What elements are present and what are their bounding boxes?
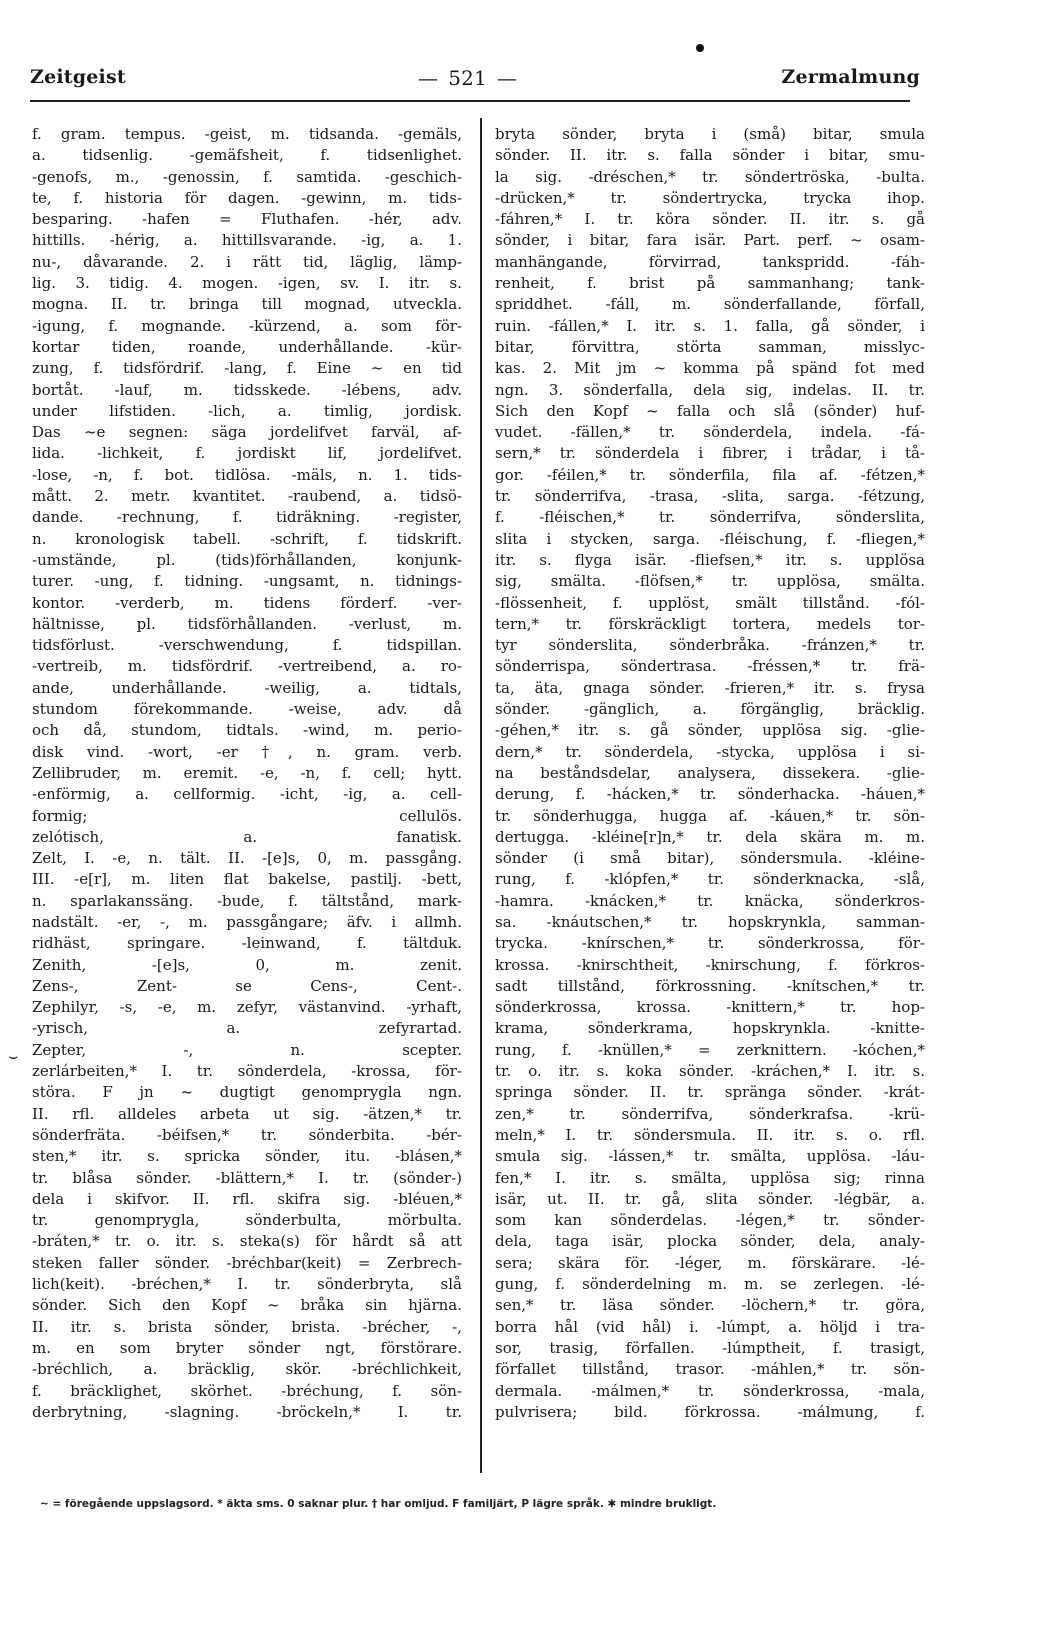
- text-line: sönder. Sich den Kopf ~ bråka sin hjärna.: [32, 1296, 462, 1315]
- text-line: hittills. -hérig, a. hittillsvarande. -ig, a. 1.: [32, 231, 462, 250]
- text-line: formig; cellulös.: [32, 806, 462, 825]
- text-line: derung, f. -hácken,* tr. sönderhacka. -háuen,*: [495, 785, 925, 804]
- text-line: tr. sönderhugga, hugga af. -káuen,* tr. sön-: [495, 806, 925, 825]
- text-line: vudet. -fällen,* tr. sönderdela, indela. -fá-: [495, 423, 925, 442]
- text-line: zung, f. tidsfördrif. -lang, f. Eine ~ en tid: [32, 359, 462, 378]
- text-line: krossa. -knirschtheit, -knirschung, f. förkros-: [495, 955, 925, 974]
- text-line: -géhen,* itr. s. gå sönder, upplösa sig. -glie-: [495, 721, 925, 740]
- text-line: sen,* tr. läsa sönder. -löchern,* tr. göra,: [495, 1296, 925, 1315]
- text-line: -igung, f. mognande. -kürzend, a. som för-: [32, 316, 462, 335]
- text-line: isär, ut. II. tr. gå, slita sönder. -légbär, a.: [495, 1189, 925, 1208]
- text-line: itr. s. flyga isär. -fliefsen,* itr. s. upplösa: [495, 550, 925, 569]
- text-line: sten,* itr. s. spricka sönder, itu. -blásen,*: [32, 1147, 462, 1166]
- text-line: bryta sönder, bryta i (små) bitar, smula: [495, 125, 925, 143]
- text-line: -fáhren,* I. tr. köra sönder. II. itr. s. gå: [495, 210, 925, 229]
- text-line: dela i skifvor. II. rfl. skifra sig. -bléuen,*: [32, 1189, 462, 1208]
- text-line: Zens-, Zent- se Cens-, Cent-.: [32, 976, 462, 995]
- text-line: sönder. II. itr. s. falla sönder i bitar, smu-: [495, 146, 925, 165]
- text-line: Das ~e segnen: säga jordelifvet farväl, af-: [32, 423, 462, 442]
- text-line: bortåt. -lauf, m. tidsskede. -lébens, adv.: [32, 380, 462, 399]
- text-line: renheit, f. brist på sammanhang; tank-: [495, 274, 925, 293]
- text-line: ta, äta, gnaga sönder. -frieren,* itr. s. frysa: [495, 678, 925, 697]
- left-column: [32, 124, 462, 1423]
- text-line: under lifstiden. -lich, a. timlig, jordisk.: [32, 401, 462, 420]
- text-line: förfallet tillstånd, trasor. -máhlen,* tr. sön-: [495, 1360, 925, 1379]
- text-line: Zellibruder, m. eremit. -e, -n, f. cell; hytt.: [32, 763, 462, 782]
- text-line: hältnisse, pl. tidsförhållanden. -verlust, m.: [32, 614, 462, 633]
- page-number: 521: [448, 66, 487, 90]
- text-line: gung, f. sönderdelning m. m. se zerlegen. -lé-: [495, 1275, 925, 1294]
- text-line: f. -fléischen,* tr. sönderrifva, sönderslita,: [495, 508, 925, 527]
- text-line: Zenith, -[e]s, 0, m. zenit.: [32, 955, 462, 974]
- text-line: mogna. II. tr. bringa till mognad, utveckla.: [32, 295, 462, 314]
- right-column: [495, 124, 925, 1423]
- text-line: tern,* tr. förskräckligt tortera, medels tor-: [495, 614, 925, 633]
- text-line: lig. 3. tidig. 4. mogen. -igen, sv. I. itr. s.: [32, 274, 462, 293]
- text-line: n. kronologisk tabell. -schrift, f. tidskrift.: [32, 529, 462, 548]
- ink-dot: [696, 44, 704, 52]
- text-line: derbrytning, -slagning. -bröckeln,* I. tr.: [32, 1402, 462, 1421]
- text-line: tidsförlust. -verschwendung, f. tidspillan.: [32, 636, 462, 655]
- text-line: mått. 2. metr. kvantitet. -raubend, a. tidsö-: [32, 487, 462, 506]
- text-line: sor, trasig, förfallen. -lúmptheit, f. trasigt,: [495, 1338, 925, 1357]
- text-line: -yrisch, a. zefyrartad.: [32, 1019, 462, 1038]
- text-line: tr. genomprygla, sönderbulta, mörbulta.: [32, 1211, 462, 1230]
- text-line: Sich den Kopf ~ falla och slå (sönder) huf-: [495, 401, 925, 420]
- text-line: rung, f. -klópfen,* tr. sönderknacka, -slå,: [495, 870, 925, 889]
- text-line: springa sönder. II. tr. spränga sönder. -krát-: [495, 1083, 925, 1102]
- text-line: stundom förekommande. -weise, adv. då: [32, 700, 462, 719]
- text-line: a. tidsenlig. -gemäfsheit, f. tidsenlighet.: [32, 146, 462, 165]
- text-line: sönder (i små bitar), söndersmula. -kléine-: [495, 849, 925, 868]
- text-line: som kan sönderdelas. -légen,* tr. sönder-: [495, 1211, 925, 1230]
- text-line: Zelt, I. -e, n. tält. II. -[e]s, 0, m. passgång.: [32, 849, 462, 868]
- text-line: sönder, i bitar, fara isär. Part. perf. ~ osam-: [495, 231, 925, 250]
- text-line: II. rfl. alldeles arbeta ut sig. -ätzen,* tr.: [32, 1104, 462, 1123]
- text-line: lida. -lichkeit, f. jordiskt lif, jordelifvet.: [32, 444, 462, 463]
- text-line: gor. -féilen,* tr. sönderfila, fila af. -fétzen,*: [495, 465, 925, 484]
- text-line: sa. -knáutschen,* tr. hopskrynkla, samman-: [495, 912, 925, 931]
- text-line: -umstände, pl. (tids)förhållanden, konjunk-: [32, 550, 462, 569]
- text-line: dela, taga isär, plocka sönder, dela, analy-: [495, 1232, 925, 1251]
- text-line: sönder. -gänglich, a. förgänglig, bräcklig.: [495, 700, 925, 719]
- text-line: -bréchlich, a. bräcklig, skör. -bréchlichkeit,: [32, 1360, 462, 1379]
- text-line: ngn. 3. sönderfalla, dela sig, indelas. II. tr.: [495, 380, 925, 399]
- text-line: kas. 2. Mit jm ~ komma på spänd fot med: [495, 359, 925, 378]
- text-line: -flössenheit, f. upplöst, smält tillstånd. -fól-: [495, 593, 925, 612]
- text-line: -drücken,* tr. söndertrycka, trycka ihop.: [495, 188, 925, 207]
- text-line: slita i stycken, sarga. -fléischung, f. -fliegen,*: [495, 529, 925, 548]
- text-line: sönderfräta. -béifsen,* tr. sönderbita. -bér-: [32, 1125, 462, 1144]
- text-line: sig, smälta. -flöfsen,* tr. upplösa, smälta.: [495, 572, 925, 591]
- text-line: zelótisch, a. fanatisk.: [32, 827, 462, 846]
- text-line: ridhäst, springare. -leinwand, f. tältduk.: [32, 934, 462, 953]
- abbreviation-legend: ~ = föregående uppslagsord. * äkta sms. 0 saknar plur. † har omljud. F familjärt, P lägre språk. ✱ mindre brukligt.: [40, 1498, 717, 1510]
- text-line: tyr sönderslita, sönderbråka. -fránzen,* tr.: [495, 636, 925, 655]
- text-line: dertugga. -kléine[r]n,* tr. dela skära m. m.: [495, 827, 925, 846]
- text-line: -vertreib, m. tidsfördrif. -vertreibend, a. ro-: [32, 657, 462, 676]
- text-line: n. sparlakanssäng. -bude, f. tältstånd, mark-: [32, 891, 462, 910]
- text-line: te, f. historia för dagen. -gewinn, m. tids-: [32, 188, 462, 207]
- text-line: störa. F jn ~ dugtigt genomprygla ngn.: [32, 1083, 462, 1102]
- text-line: krama, sönderkrama, hopskrynkla. -knitte-: [495, 1019, 925, 1038]
- page-number-group: [418, 66, 517, 90]
- text-line: zerlárbeiten,* I. tr. sönderdela, -krossa, för-: [32, 1062, 462, 1081]
- text-line: borra hål (vid hål) i. -lúmpt, a. höljd i tra-: [495, 1317, 925, 1336]
- text-line: bitar, förvittra, störta samman, misslyc-: [495, 337, 925, 356]
- text-line: steken faller sönder. -bréchbar(keit) = Zerbrech-: [32, 1253, 462, 1272]
- text-line: f. bräcklighet, skörhet. -bréchung, f. sön-: [32, 1381, 462, 1400]
- header-right-word: Zermalmung: [781, 66, 920, 88]
- text-line: ruin. -fállen,* I. itr. s. 1. falla, gå sönder, i: [495, 316, 925, 335]
- text-line: sadt tillstånd, förkrossning. -knítschen,* tr.: [495, 976, 925, 995]
- text-line: dermala. -málmen,* tr. sönderkrossa, -mala,: [495, 1381, 925, 1400]
- text-line: Zepter, -, n. scepter.: [32, 1040, 462, 1059]
- text-line: lich(keit). -bréchen,* I. tr. sönderbryta, slå: [32, 1275, 462, 1294]
- text-line: besparing. -hafen = Fluthafen. -hér, adv.: [32, 210, 462, 229]
- text-line: zen,* tr. sönderrifva, sönderkrafsa. -krü-: [495, 1104, 925, 1123]
- column-divider: [480, 118, 482, 1473]
- text-line: dande. -rechnung, f. tidräkning. -register,: [32, 508, 462, 527]
- text-line: disk vind. -wort, -er †, n. gram. verb.: [32, 742, 462, 761]
- text-line: m. en som bryter sönder ngt, förstörare.: [32, 1338, 462, 1357]
- text-line: III. -e[r], m. liten flat bakelse, pastilj. -bett,: [32, 870, 462, 889]
- text-line: turer. -ung, f. tidning. -ungsamt, n. tidnings-: [32, 572, 462, 591]
- text-line: -enförmig, a. cellformig. -icht, -ig, a. cell-: [32, 785, 462, 804]
- text-line: na beståndsdelar, analysera, dissekera. -glie-: [495, 763, 925, 782]
- text-line: pulvrisera; bild. förkrossa. -málmung, f.: [495, 1402, 925, 1421]
- text-line: f. gram. tempus. -geist, m. tidsanda. -gemäls,: [32, 125, 462, 143]
- text-line: -genofs, m., -genossin, f. samtida. -geschich-: [32, 167, 462, 186]
- text-line: trycka. -knírschen,* tr. sönderkrossa, för-: [495, 934, 925, 953]
- text-line: kontor. -verderb, m. tidens förderf. -ver-: [32, 593, 462, 612]
- text-line: sera; skära för. -léger, m. förskärare. -lé-: [495, 1253, 925, 1272]
- header-dash-right: —: [496, 66, 518, 90]
- text-line: tr. o. itr. s. koka sönder. -kráchen,* I. itr. s.: [495, 1062, 925, 1081]
- text-line: ande, underhållande. -weilig, a. tidtals,: [32, 678, 462, 697]
- text-line: sönderkrossa, krossa. -knittern,* tr. hop-: [495, 998, 925, 1017]
- text-line: och då, stundom, tidtals. -wind, m. perio-: [32, 721, 462, 740]
- text-line: kortar tiden, roande, underhållande. -kür-: [32, 337, 462, 356]
- text-line: dern,* tr. sönderdela, -stycka, upplösa i si-: [495, 742, 925, 761]
- text-line: rung, f. -knüllen,* = zerknittern. -kóchen,*: [495, 1040, 925, 1059]
- text-line: tr. sönderrifva, -trasa, -slita, sarga. -fétzung,: [495, 487, 925, 506]
- text-line: -lose, -n, f. bot. tidlösa. -mäls, n. 1. tids-: [32, 465, 462, 484]
- text-line: meln,* I. tr. söndersmula. II. itr. s. o. rfl.: [495, 1125, 925, 1144]
- text-line: spriddhet. -fáll, m. sönderfallande, förfall,: [495, 295, 925, 314]
- text-line: sern,* tr. sönderdela i fibrer, i trådar, i tå-: [495, 444, 925, 463]
- header-rule: [30, 100, 910, 102]
- text-line: nadstält. -er, -, m. passgångare; äfv. i allmh.: [32, 912, 462, 931]
- text-line: Zephilyr, -s, -e, m. zefyr, västanvind. -yrhaft,: [32, 998, 462, 1017]
- text-line: -hamra. -knácken,* tr. knäcka, sönderkros-: [495, 891, 925, 910]
- text-line: fen,* I. itr. s. smälta, upplösa sig; rinna: [495, 1168, 925, 1187]
- text-line: sönderrispa, söndertrasa. -fréssen,* tr. frä-: [495, 657, 925, 676]
- text-line: manhängande, förvirrad, tankspridd. -fáh-: [495, 252, 925, 271]
- margin-mark: ⌣: [8, 1046, 19, 1065]
- text-line: II. itr. s. brista sönder, brista. -brécher, -,: [32, 1317, 462, 1336]
- text-line: nu-, dåvarande. 2. i rätt tid, läglig, lämp-: [32, 252, 462, 271]
- header-left-word: Zeitgeist: [30, 66, 126, 88]
- text-line: smula sig. -lássen,* tr. smälta, upplösa. -láu-: [495, 1147, 925, 1166]
- text-line: tr. blåsa sönder. -blättern,* I. tr. (sönder-): [32, 1168, 462, 1187]
- text-line: -bráten,* tr. o. itr. s. steka(s) för hårdt så att: [32, 1232, 462, 1251]
- text-line: la sig. -dréschen,* tr. söndertröska, -bulta.: [495, 167, 925, 186]
- header-dash-left: —: [418, 66, 439, 90]
